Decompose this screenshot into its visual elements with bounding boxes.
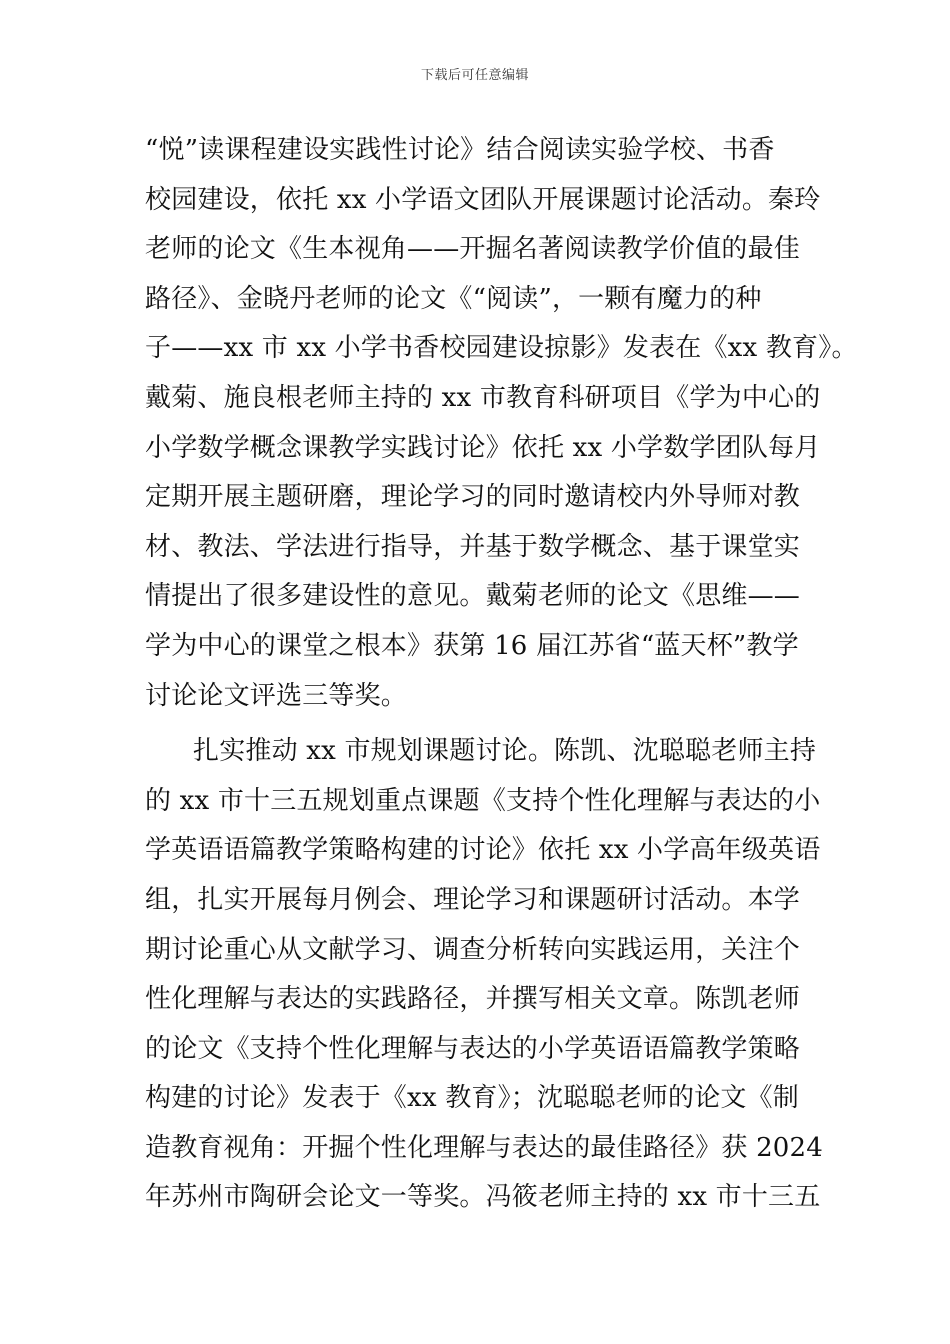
text-line: 年苏州市陶研会论文一等奖。冯筱老师主持的 xx 市十三五	[145, 1182, 821, 1213]
text-line: 老师的论文《生本视角——开掘名著阅读教学价值的最佳	[145, 234, 801, 265]
text-line: 的 xx 市十三五规划重点课题《支持个性化理解与表达的小	[145, 785, 821, 816]
text-line: 讨论论文评选三等奖。	[145, 680, 408, 711]
text-line: 子——xx 市 xx 小学书香校园建设掠影》发表在《xx 教育》。	[145, 333, 858, 364]
text-line: 构建的讨论》发表于《xx 教育》；沈聪聪老师的论文《制	[145, 1083, 799, 1114]
page-header: 下载后可任意编辑	[420, 68, 529, 83]
text-line: 路径》、金晓丹老师的论文《“阅读”，一颗有魔力的种	[145, 283, 762, 314]
paragraph-2	[145, 727, 825, 1223]
paragraph-1	[145, 126, 858, 721]
text-line: 造教育视角：开掘个性化理解与表达的最佳路径》获 2024	[145, 1132, 824, 1163]
text-line: 学英语语篇教学策略构建的讨论》依托 xx 小学高年级英语	[145, 835, 821, 866]
text-line: 学为中心的课堂之根本》获第 16 届江苏省“蓝天杯”教学	[145, 630, 799, 661]
text-line: 情提出了很多建设性的意见。戴菊老师的论文《思维——	[145, 581, 801, 612]
text-line: 定期开展主题研磨，理论学习的同时邀请校内外导师对教	[145, 482, 801, 513]
text-line: 材、教法、学法进行指导，并基于数学概念、基于课堂实	[145, 531, 801, 562]
text-line: 校园建设，依托 xx 小学语文团队开展课题讨论活动。秦玲	[145, 184, 821, 215]
text-line: 的论文《支持个性化理解与表达的小学英语语篇教学策略	[145, 1033, 801, 1064]
text-line: 期讨论重心从文献学习、调查分析转向实践运用，关注个	[145, 934, 801, 965]
text-line: 组，扎实开展每月例会、理论学习和课题研讨活动。本学	[145, 884, 801, 915]
text-line: “悦”读课程建设实践性讨论》结合阅读实验学校、书香	[145, 135, 775, 165]
text-line: 性化理解与表达的实践路径，并撰写相关文章。陈凯老师	[145, 984, 801, 1015]
text-line: 扎实推动 xx 市规划课题讨论。陈凯、沈聪聪老师主持	[193, 736, 817, 767]
document-body	[145, 126, 858, 1223]
text-line: 戴菊、施良根老师主持的 xx 市教育科研项目《学为中心的	[145, 382, 821, 413]
text-line: 小学数学概念课教学实践讨论》依托 xx 小学数学团队每月	[145, 432, 821, 463]
